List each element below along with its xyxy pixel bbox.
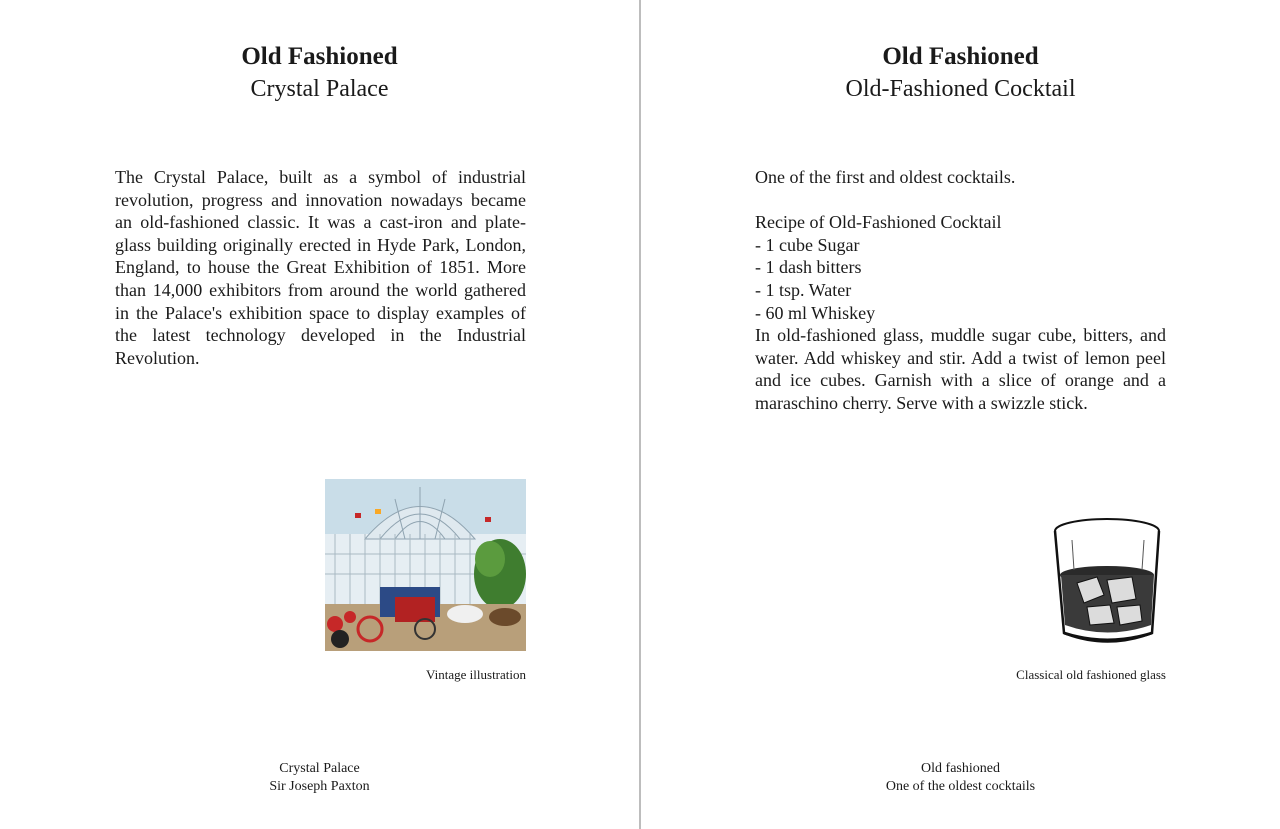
image-caption: Classical old fashioned glass bbox=[1016, 667, 1166, 682]
intro-text: One of the first and oldest cocktails. bbox=[755, 167, 1016, 187]
page-footer bbox=[0, 760, 639, 796]
footer-line: Old fashioned bbox=[921, 761, 1000, 776]
footer-line: Sir Joseph Paxton bbox=[269, 779, 370, 794]
page-subtitle: Old-Fashioned Cocktail bbox=[845, 76, 1076, 102]
body-paragraph: The Crystal Palace, built as a symbol of industrial revolution, progress and innovation nowadays became an old-fashioned classic. It was a cast-iron and plate-glass building originally erected in Hyde Park, London, England, to house the Great Exhibition of 1851. More than 14,000 exhibitors from around the world gathered in the Palace's exhibition space to display examples of the latest technology developed in the Industrial Revolution. bbox=[115, 167, 526, 368]
crystal-palace-image bbox=[325, 479, 526, 651]
left-page bbox=[0, 0, 639, 829]
ingredient-item: - 1 dash bitters bbox=[755, 257, 862, 278]
instructions-text: In old-fashioned glass, muddle sugar cube, bitters, and water. Add whiskey and stir. Add a twist of lemon peel and ice cubes. Garnish with a slice of orange and a maraschino cherry. Serve with a swizzle stick. bbox=[755, 325, 1166, 413]
old-fashioned-glass-illustration bbox=[1052, 515, 1167, 650]
recipe-title: Recipe of Old-Fashioned Cocktail bbox=[755, 212, 1002, 233]
ingredient-item: - 60 ml Whiskey bbox=[755, 302, 876, 323]
image-caption: Vintage illustration bbox=[426, 667, 526, 682]
ingredient-item: - 1 cube Sugar bbox=[755, 234, 860, 255]
crystal-palace-illustration bbox=[325, 479, 526, 651]
footer-line: Crystal Palace bbox=[279, 761, 360, 776]
ingredient-item: - 1 tsp. Water bbox=[755, 279, 852, 300]
right-page bbox=[641, 0, 1280, 829]
page-title: Old Fashioned bbox=[241, 43, 398, 70]
page-footer bbox=[641, 760, 1280, 796]
page-title: Old Fashioned bbox=[882, 43, 1039, 70]
glass-icon bbox=[1052, 515, 1167, 650]
footer-line: One of the oldest cocktails bbox=[885, 779, 1036, 794]
recipe-text bbox=[755, 166, 1166, 415]
page-subtitle: Crystal Palace bbox=[250, 76, 389, 102]
